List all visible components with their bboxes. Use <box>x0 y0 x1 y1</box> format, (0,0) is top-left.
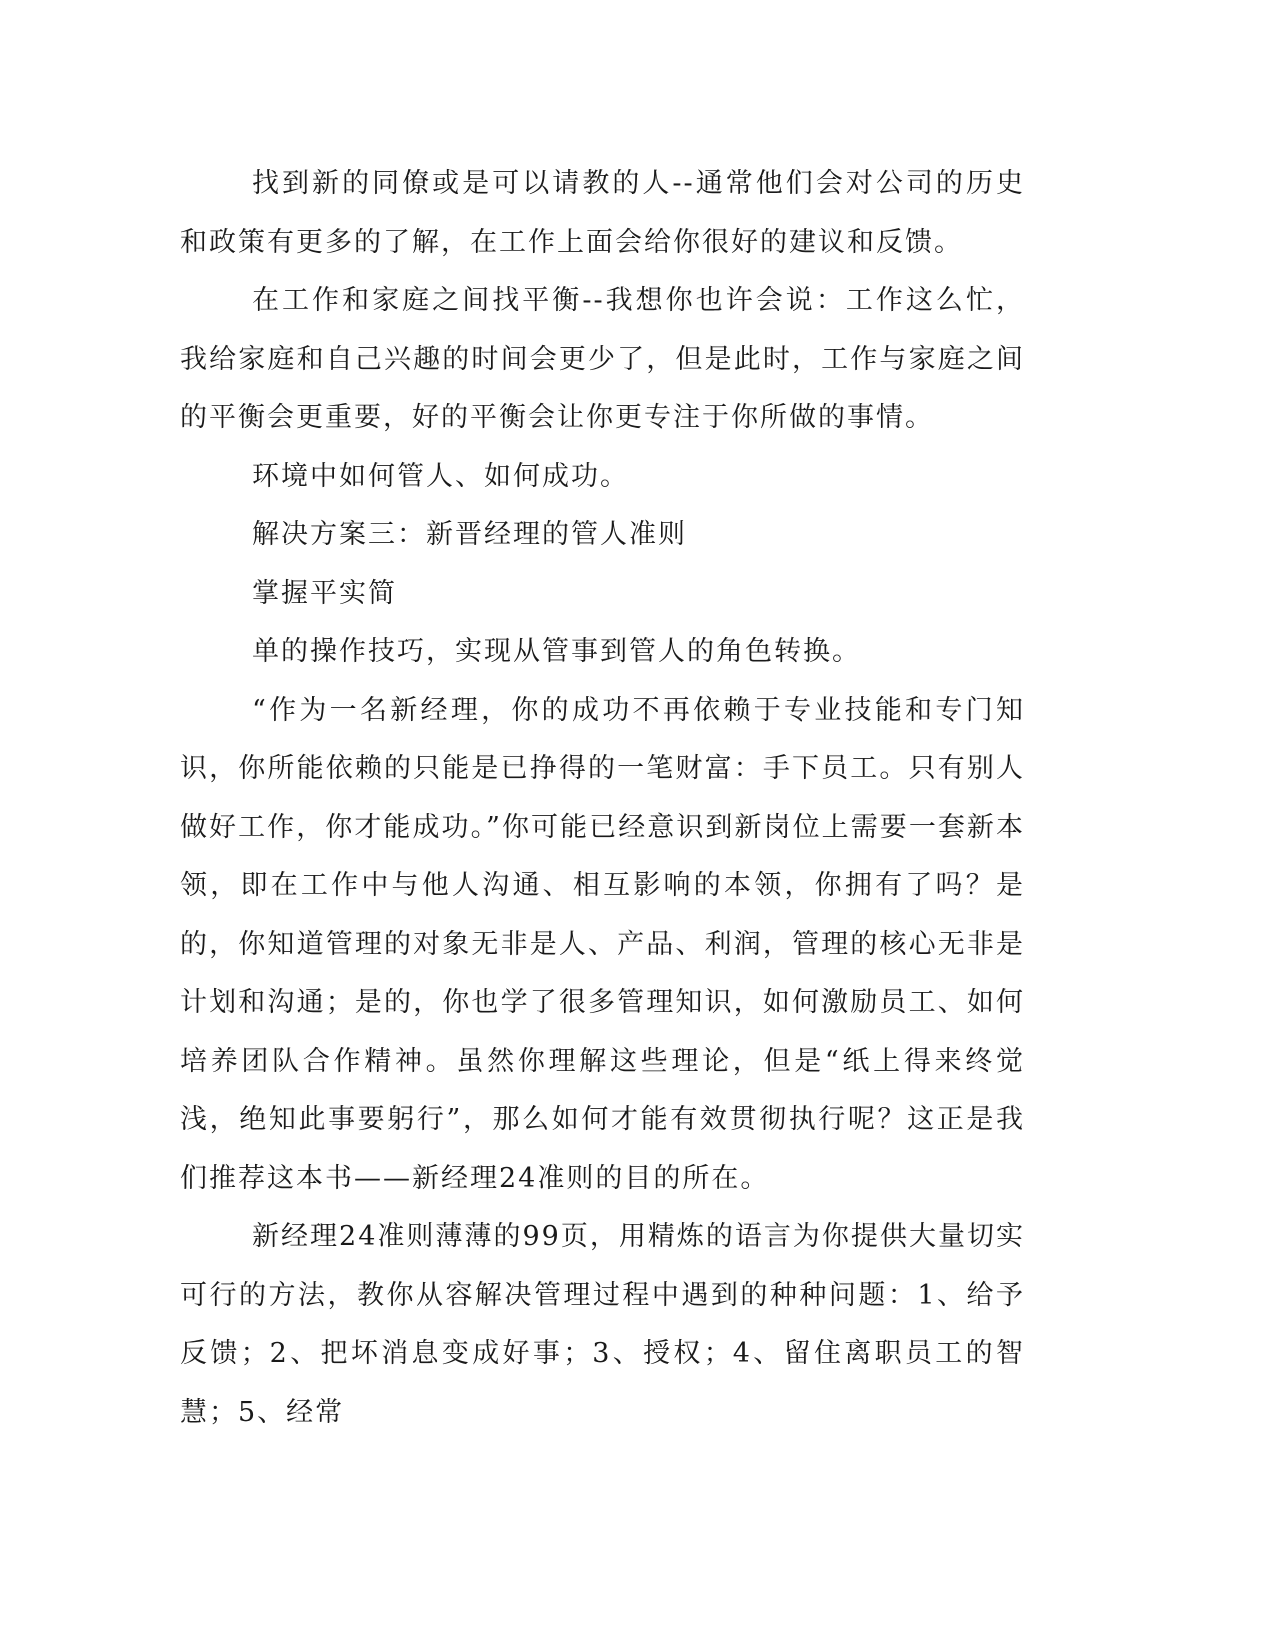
paragraph-master: 掌握平实简 <box>252 577 397 609</box>
paragraph-work-life-balance: 在工作和家庭之间找平衡--我想你也许会说：工作这么忙，我给家庭和自己兴趣的时间会更少了，但是此时，工作与家庭之间的平衡会更重要，好的平衡会让你更专注于你所做的事情。 <box>180 285 1025 433</box>
document-body <box>180 155 1025 1442</box>
paragraph-role-transition: 单的操作技巧，实现从管事到管人的角色转换。 <box>252 636 861 667</box>
paragraph-new-manager-quote: “作为一名新经理，你的成功不再依赖于专业技能和专门知识，你所能依赖的只能是已挣得的一笔财富：手下员工。只有别人做好工作，你才能成功。”你可能已经意识到新岗位上需要一套新本领，即在工作中与他人沟通、相互影响的本领，你拥有了吗？是的，你知道管理的对象无非是人、产品、利润，管理的核心无非是计划和沟通；是的，你也学了很多管理知识，如何激励员工、如何培养团队合作精神。虽然你理解这些理论，但是“纸上得来终觉浅，绝知此事要躬行”，那么如何才能有效贯彻执行呢？这正是我们推荐这本书——新经理24准则的目的所在。 <box>180 694 1025 1194</box>
paragraph-24-rules: 新经理24准则薄薄的99页，用精炼的语言为你提供大量切实可行的方法，教你从容解决管理过程中遇到的种种问题：1、给予反馈；2、把坏消息变成好事；3、授权；4、留住离职员工的智慧；5、经常 <box>180 1221 1025 1428</box>
paragraph-environment: 环境中如何管人、如何成功。 <box>252 460 629 492</box>
paragraph-solution-three-heading: 解决方案三：新晋经理的管人准则 <box>252 519 687 550</box>
paragraph-colleagues: 找到新的同僚或是可以请教的人--通常他们会对公司的历史和政策有更多的了解，在工作上面会给你很好的建议和反馈。 <box>180 168 1025 258</box>
